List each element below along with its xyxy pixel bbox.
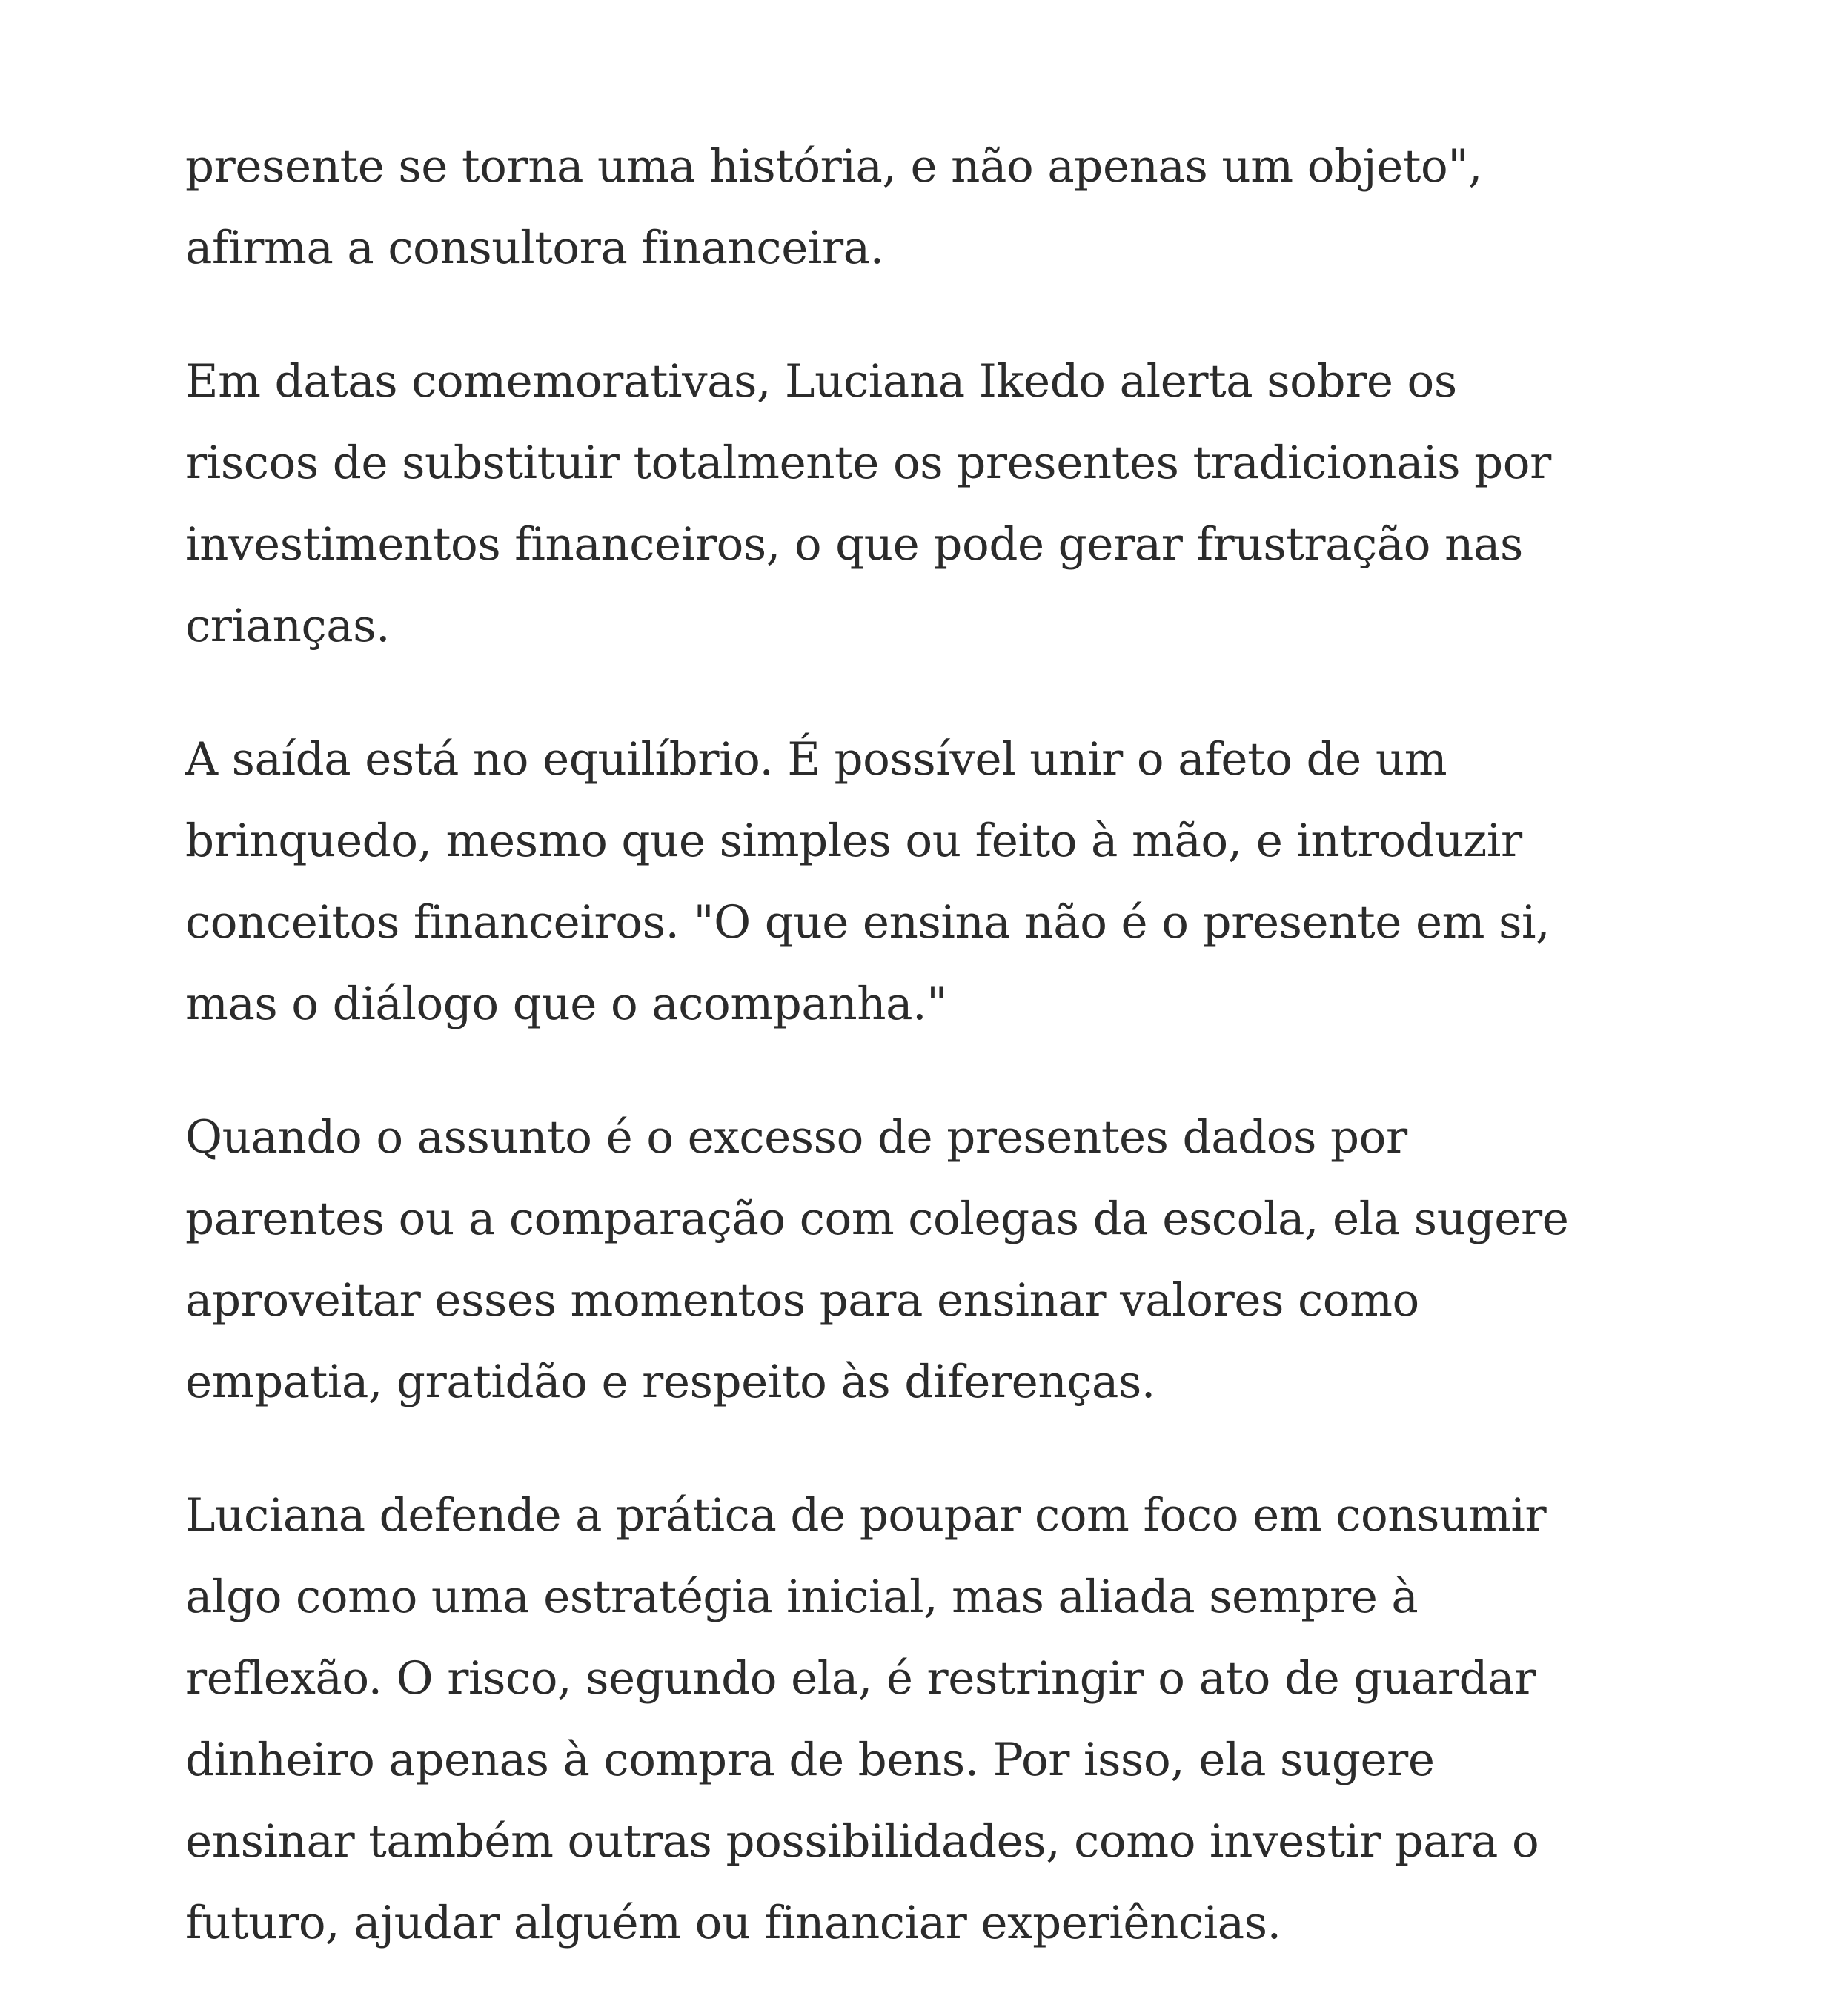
paragraph-line: conceitos financeiros. "O que ensina não é o presente em si, [185,896,1550,949]
paragraph-line: dinheiro apenas à compra de bens. Por isso, ela sugere [185,1734,1435,1786]
article-body [185,126,1668,2016]
paragraph-2 [185,341,1668,667]
paragraph-line: Quando o assunto é o excesso de presentes dados por [185,1111,1407,1164]
paragraph-line: mas o diálogo que o acompanha." [185,978,947,1030]
paragraph-line: A saída está no equilíbrio. É possível unir o afeto de um [185,733,1447,786]
paragraph-line: algo como uma estratégia inicial, mas aliada sempre à [185,1571,1419,1623]
paragraph-line: investimentos financeiros, o que pode gerar frustração nas [185,518,1523,571]
paragraph-line: empatia, gratidão e respeito às diferenças. [185,1356,1155,1408]
paragraph-3 [185,719,1668,1045]
paragraph-line: presente se torna uma história, e não apenas um objeto", [185,140,1482,193]
paragraph-line: riscos de substituir totalmente os presentes tradicionais por [185,437,1551,489]
paragraph-line: afirma a consultora financeira. [185,222,884,274]
paragraph-line: aproveitar esses momentos para ensinar valores como [185,1274,1419,1327]
paragraph-line: parentes ou a comparação com colegas da escola, ela sugere [185,1193,1569,1245]
paragraph-line: crianças. [185,600,391,652]
paragraph-line: brinquedo, mesmo que simples ou feito à mão, e introduzir [185,815,1522,867]
paragraph-4 [185,1097,1668,1423]
paragraph-line: Em datas comemorativas, Luciana Ikedo alerta sobre os [185,355,1457,408]
paragraph-line: futuro, ajudar alguém ou financiar experiências. [185,1897,1281,1949]
paragraph-1 [185,126,1668,289]
paragraph-5 [185,1475,1668,1964]
paragraph-line: ensinar também outras possibilidades, como investir para o [185,1815,1539,1868]
paragraph-line: reflexão. O risco, segundo ela, é restringir o ato de guardar [185,1652,1536,1705]
paragraph-line: Luciana defende a prática de poupar com foco em consumir [185,1489,1547,1542]
